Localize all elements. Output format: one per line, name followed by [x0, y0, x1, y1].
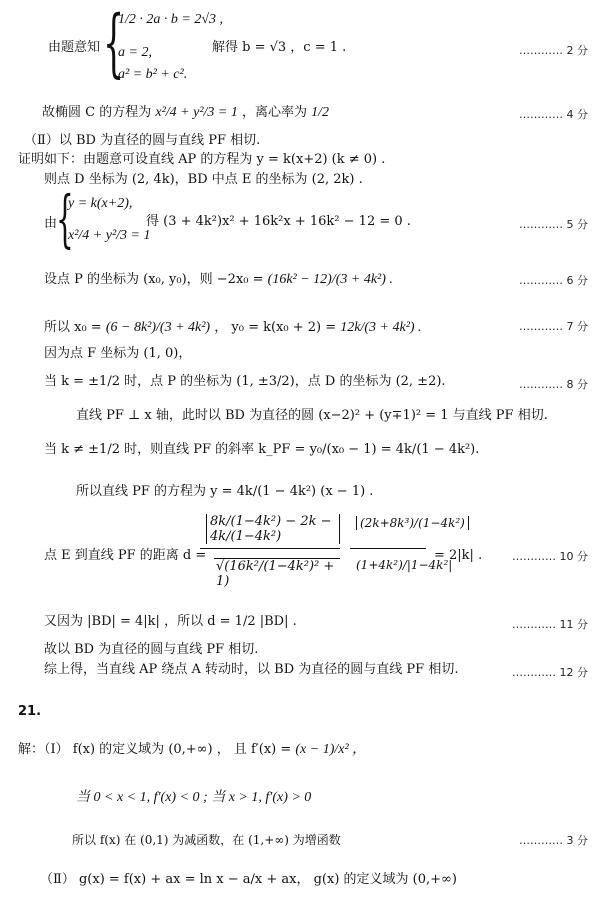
s1-eq2: a = 2,: [118, 45, 152, 60]
f-coord: 因为点 F 坐标为 (1, 0)，: [44, 346, 192, 361]
dist-text: 点 E 到直线 PF 的距离 d =: [44, 548, 207, 563]
sys-line: y = k(x+2),: [68, 196, 133, 211]
ecc-text: ，离心率为: [242, 105, 308, 120]
pf-equation: 所以直线 PF 的方程为 y = 4k/(1 − 4k²) (x − 1) .: [76, 484, 374, 499]
q21-sol-text: 解：（Ⅰ） f(x) 的定义域为 (0,+∞) ， 且 f′(x) =: [18, 742, 292, 757]
case-1: 当 k = ±1/2 时，点 P 的坐标为 (1, ±3/2)，点 D 的坐标为 (2, ±2).: [44, 374, 446, 389]
system-brace-2: {: [56, 182, 74, 255]
dist-numerator: 8k/(1−4k²) − 2k − 4k/(1−4k²): [206, 514, 340, 544]
s1-eq3: a² = b² + c².: [118, 67, 188, 82]
x0-frac: (6 − 8k²)/(3 + 4k²): [105, 320, 211, 335]
conclusion-2: 综上得，当直线 AP 绕点 A 转动时，以 BD 为直径的圆与直线 PF 相切.: [44, 662, 459, 677]
q21-number: 21.: [18, 704, 42, 719]
dist-fraction: [200, 514, 340, 610]
d-coord: 则点 D 坐标为 (2, 4k)，BD 中点 E 的坐标为 (2, 2k) .: [44, 172, 363, 187]
ecc-value: 1/2: [311, 105, 330, 120]
by-label: 由: [44, 216, 58, 231]
y0-text: ， y₀ = k(x₀ + 2) =: [214, 320, 337, 335]
dist2-denominator: (1+4k²)/|1−4k²|: [356, 558, 453, 572]
x0-text: 所以 x₀ =: [44, 320, 102, 335]
dist-result: = 2|k| .: [434, 548, 483, 563]
dist-fraction-2: [350, 514, 465, 610]
part2-title: （Ⅱ）以 BD 为直径的圆与直线 PF 相切.: [24, 133, 261, 148]
bd-line: 又因为 |BD| = 4|k| ，所以 d = 1/2 |BD| .: [44, 614, 297, 629]
score-6: ………… 6 分: [519, 274, 588, 287]
conclusion-1: 故以 BD 为直径的圆与直线 PF 相切.: [44, 642, 259, 657]
q21-derivative: (x − 1)/x² ，: [295, 742, 367, 757]
score-5: ………… 5 分: [519, 218, 588, 231]
p-frac: (16k² − 12)/(3 + 4k²) .: [267, 272, 393, 287]
p-text: 设点 P 的坐标为 (x₀, y₀)，则 −2x₀ =: [44, 272, 264, 287]
dist-denominator: √(16k²/(1−4k²)² + 1): [214, 558, 340, 589]
ellipse-eq-line: [42, 105, 329, 121]
proof-intro: 证明如下：由题意可设直线 AP 的方程为 y = k(x+2) (k ≠ 0) .: [18, 152, 386, 167]
x0-line: [44, 320, 422, 336]
ellipse-eq: x²/4 + y²/3 = 1: [155, 105, 238, 120]
q21-part2: （Ⅱ） g(x) = f(x) + ax = ln x − a/x + ax， g(x) 的定义域为 (0,+∞): [40, 872, 457, 887]
s1-solve: 解得 b = √3 ，c = 1 .: [212, 40, 347, 55]
case-1b: 直线 PF ⊥ x 轴，此时以 BD 为直径的圆 (x−2)² + (y∓1)² = 1 与直线 PF 相切.: [76, 408, 548, 423]
system-brace: {: [103, 0, 125, 86]
q21-monotonic: 所以 f(x) 在 (0,1) 为减函数，在 (1,+∞) 为增函数: [72, 833, 341, 847]
score-4: ………… 4 分: [519, 108, 588, 121]
s1-lead: 由题意知: [48, 40, 101, 55]
s1-eq1: 1/2 · 2a · b = 2√3 ,: [118, 12, 224, 27]
score-12: ………… 12 分: [512, 666, 588, 679]
y0-frac: 12k/(3 + 4k²) .: [340, 320, 422, 335]
dist-fraction-bar: [200, 548, 340, 549]
score-10: ………… 10 分: [512, 550, 588, 563]
dist2-numerator: (2k+8k³)/(1−4k²): [356, 516, 469, 530]
q21-sign: 当 0 < x < 1, f′(x) < 0 ; 当 x > 1, f′(x) > 0: [76, 790, 312, 805]
score-8: ………… 8 分: [519, 378, 588, 391]
dist2-fraction-bar: [350, 548, 426, 549]
quadratic: 得 (3 + 4k²)x² + 16k²x + 16k² − 12 = 0 .: [146, 214, 411, 229]
score-3: ………… 3 分: [519, 834, 588, 847]
score-7: ………… 7 分: [519, 320, 588, 333]
case-2: 当 k ≠ ±1/2 时，则直线 PF 的斜率 k_PF = y₀/(x₀ − 1) = 4k/(1 − 4k²).: [44, 442, 480, 457]
score-2: ………… 2 分: [519, 44, 588, 57]
score-11: ………… 11 分: [512, 618, 588, 631]
sys-ellipse: x²/4 + y²/3 = 1: [68, 228, 151, 243]
p-line: [44, 272, 393, 288]
ellipse-text: 故椭圆 C 的方程为: [42, 105, 152, 120]
q21-solution: [18, 742, 366, 758]
